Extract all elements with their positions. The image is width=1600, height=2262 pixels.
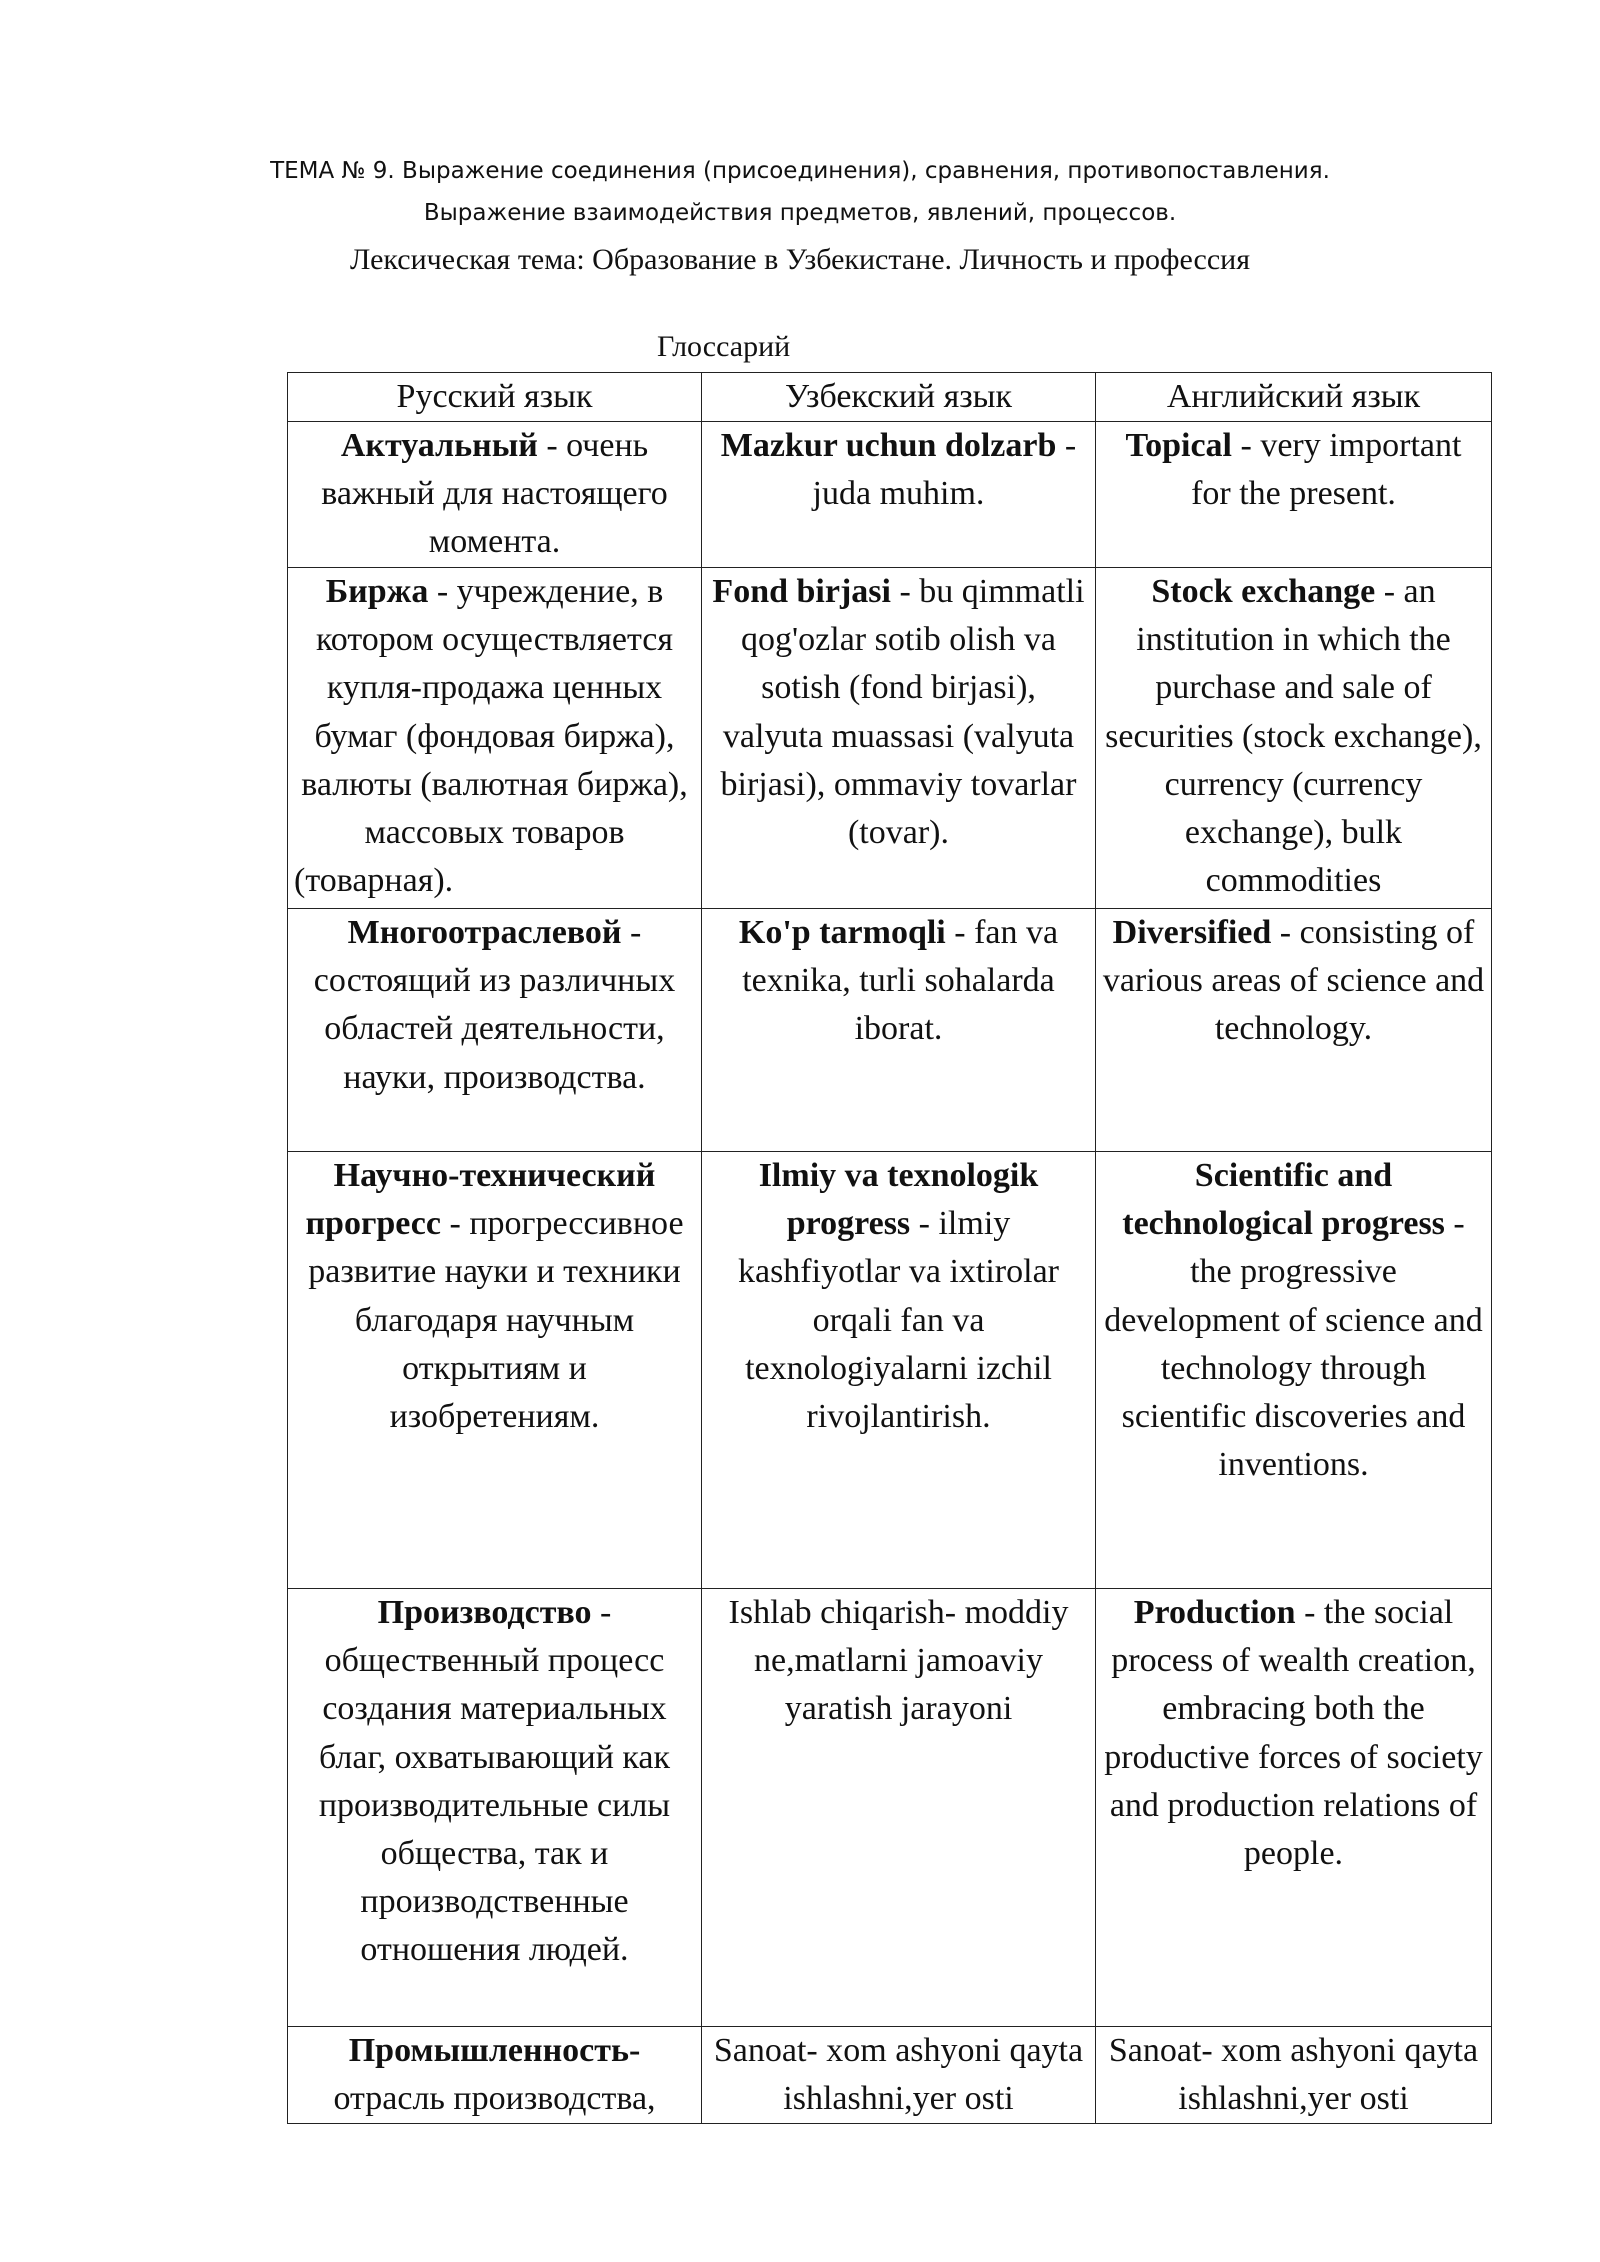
uzbek-definition: - fan va texnika, turli sohalarda iborat. <box>742 914 1059 1048</box>
english-definition: - an institution in which the purchase and sale of securities (stock exchange), currency (currency exchange), bulk commodities <box>1105 573 1482 900</box>
english-term: Topical <box>1125 427 1232 464</box>
english-term: Production <box>1133 1594 1296 1631</box>
table-row <box>288 422 1492 568</box>
russian-cell <box>288 422 702 568</box>
english-term: Diversified <box>1112 914 1272 951</box>
english-cell <box>1096 422 1492 568</box>
russian-definition: - учреждение, в котором осуществляется купля-продажа ценных бумаг (фондовая биржа), валюты (валютная биржа), массовых товаров (товарная). <box>294 573 688 900</box>
document-header <box>0 150 1600 234</box>
russian-definition: - прогрессивное развитие науки и техники благодаря научным открытиям и изобретениям. <box>308 1205 684 1436</box>
uzbek-cell <box>702 2027 1096 2124</box>
table-row <box>288 2027 1492 2124</box>
russian-definition: отрасль производства, <box>333 2080 656 2118</box>
english-term: Scientific and technological progress <box>1122 1157 1445 1243</box>
russian-term: Многоотраслевой <box>347 914 622 951</box>
table-row <box>288 1152 1492 1589</box>
uzbek-definition: - ilmiy kashfiyotlar va ixtirolar orqali fan va texnologiyalarni izchil rivojlantirish. <box>737 1205 1059 1436</box>
english-term: Stock exchange <box>1151 573 1376 610</box>
topic-title: ТЕМА № 9. Выражение соединения (присоединения), сравнения, противопоставления. <box>270 158 1330 184</box>
russian-cell <box>288 568 702 909</box>
uzbek-definition: Sanoat- xom ashyoni qayta ishlashni,yer osti <box>713 2032 1084 2118</box>
uzbek-definition: - bu qimmatli qog'ozlar sotib olish va sotish (fond birjasi), valyuta muassasi (valyuta birjasi), ommaviy tovarlar (tovar). <box>720 573 1085 852</box>
column-header-english: Английский язык <box>1096 373 1492 422</box>
russian-definition: - состоящий из различных областей деятельности, науки, производства. <box>313 914 676 1096</box>
uzbek-term: Mazkur uchun dolzarb <box>720 427 1057 464</box>
uzbek-term: Fond birjasi <box>712 573 891 610</box>
russian-term: Производство <box>377 1594 592 1631</box>
table-row <box>288 909 1492 1152</box>
glossary-label: Глоссарий <box>657 330 791 363</box>
column-header-russian: Русский язык <box>288 373 702 422</box>
english-definition: Sanoat- xom ashyoni qayta ishlashni,yer osti <box>1108 2032 1479 2118</box>
russian-definition: - очень важный для настоящего момента. <box>321 427 668 561</box>
russian-term: Биржа <box>325 573 429 610</box>
uzbek-cell <box>702 422 1096 568</box>
english-cell <box>1096 2027 1492 2124</box>
table-row <box>288 568 1492 909</box>
russian-cell <box>288 1152 702 1589</box>
uzbek-cell <box>702 568 1096 909</box>
lexical-topic: Лексическая тема: Образование в Узбекистане. Личность и профессия <box>349 243 1251 276</box>
uzbek-term: Ko'p tarmoqli <box>738 914 946 951</box>
table-row <box>288 1589 1492 2027</box>
uzbek-cell <box>702 1152 1096 1589</box>
column-header-uzbek: Узбекский язык <box>702 373 1096 422</box>
russian-term: Научно-технический прогресс <box>305 1157 656 1243</box>
uzbek-term: Ilmiy va texnologik progress <box>758 1157 1039 1243</box>
russian-cell <box>288 909 702 1152</box>
russian-cell <box>288 1589 702 2027</box>
english-cell <box>1096 568 1492 909</box>
english-definition: - consisting of various areas of science and technology. <box>1102 914 1485 1048</box>
english-definition: - the progressive development of science and technology through scientific discoveries and inventions. <box>1104 1205 1483 1484</box>
glossary-table <box>287 372 1492 2124</box>
topic-title-line2: Выражение взаимодействия предметов, явлений, процессов. <box>423 200 1177 226</box>
russian-term: Актуальный <box>340 427 538 464</box>
russian-term: Промышленность- <box>348 2032 641 2069</box>
english-definition: - the social process of wealth creation, embracing both the productive forces of society and production relations of people. <box>1104 1594 1483 1873</box>
uzbek-definition: - juda muhim. <box>812 427 1077 513</box>
english-cell <box>1096 1589 1492 2027</box>
russian-cell <box>288 2027 702 2124</box>
uzbek-cell <box>702 1589 1096 2027</box>
english-cell <box>1096 909 1492 1152</box>
english-definition: - very important for the present. <box>1191 427 1462 513</box>
uzbek-definition: Ishlab chiqarish- moddiy ne,matlarni jamoaviy yaratish jarayoni <box>728 1594 1069 1728</box>
uzbek-cell <box>702 909 1096 1152</box>
english-cell <box>1096 1152 1492 1589</box>
table-header-row <box>288 373 1492 422</box>
russian-definition: - общественный процесс создания материальных благ, охватывающий как производительные силы общества, так и производственные отношения людей. <box>318 1594 671 1969</box>
